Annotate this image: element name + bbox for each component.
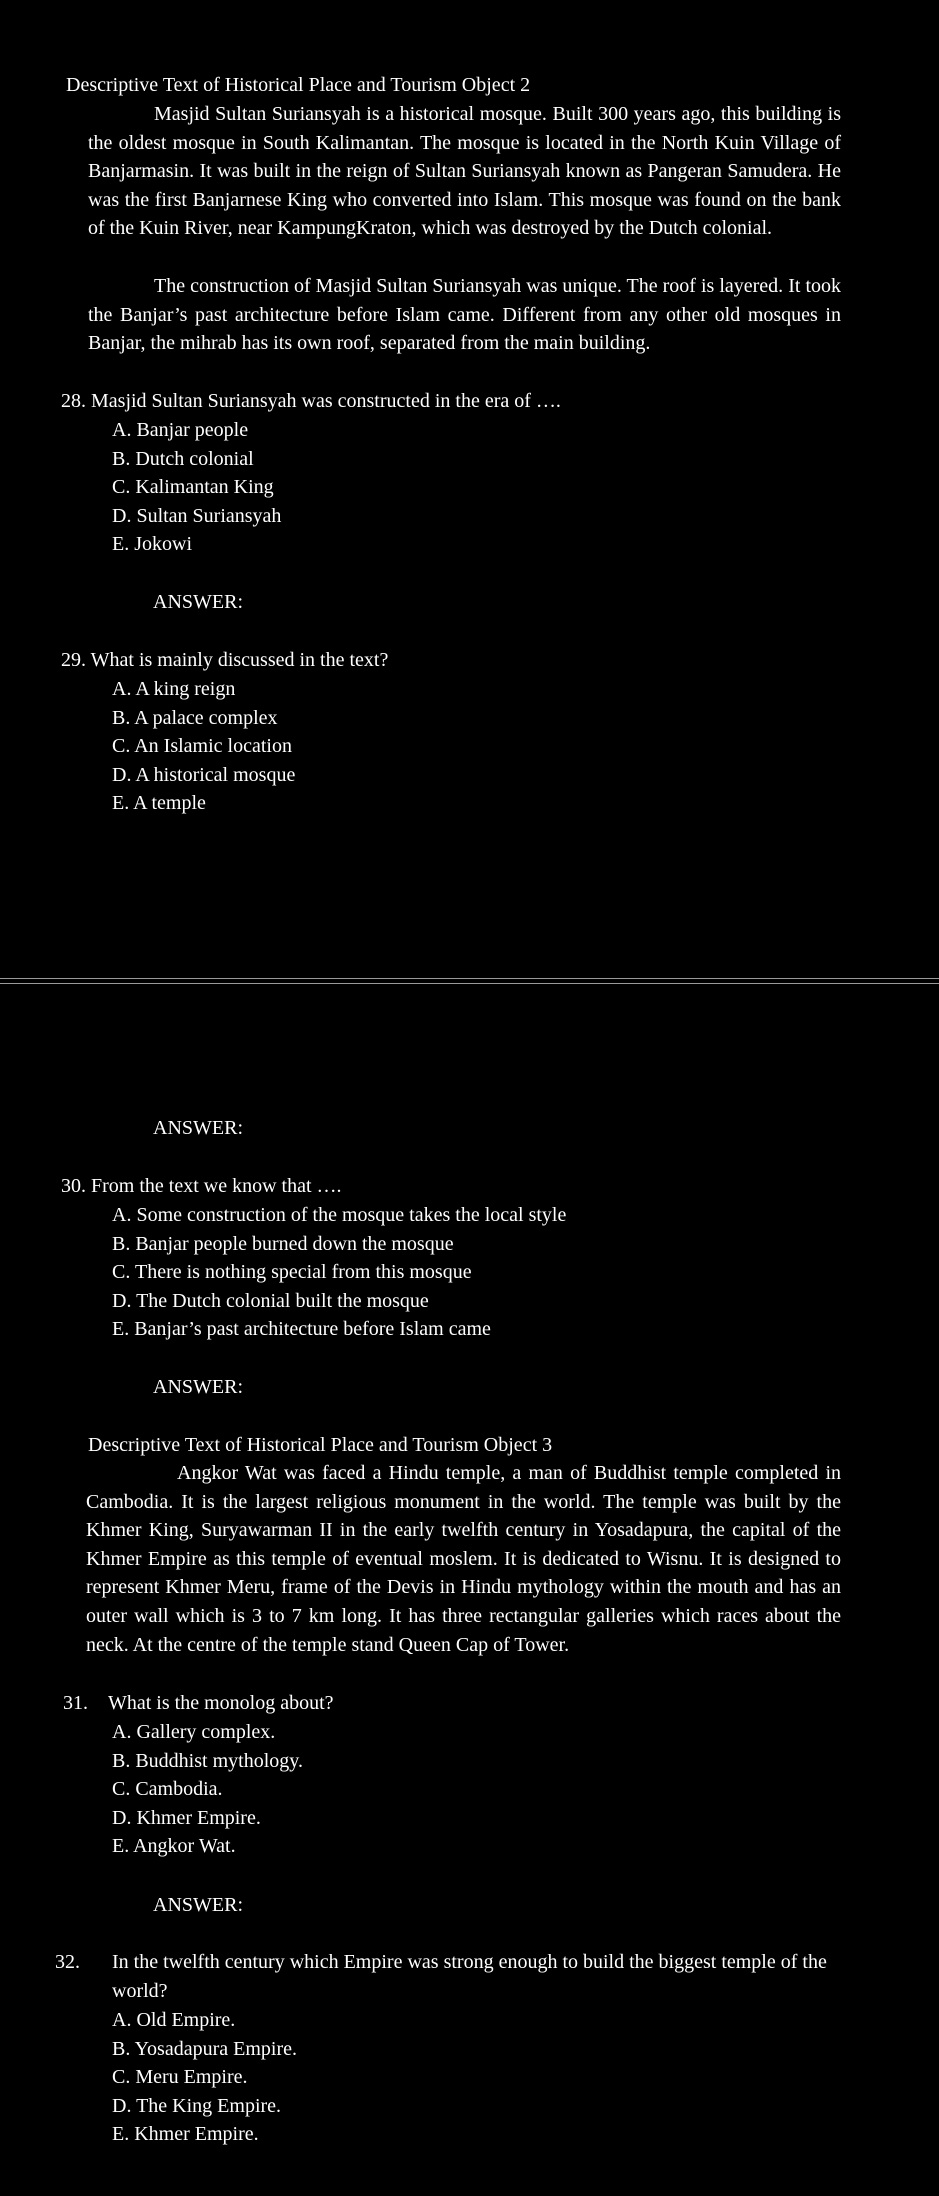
text2-heading: Descriptive Text of Historical Place and Tourism Object 2 xyxy=(66,74,531,96)
question-30 xyxy=(61,1172,342,1201)
option-c[interactable]: C. There is nothing special from this mosque xyxy=(112,1261,472,1284)
option-a[interactable]: A. A king reign xyxy=(112,678,236,700)
option-e[interactable]: E. Khmer Empire. xyxy=(112,2123,259,2146)
option-a[interactable]: A. Old Empire. xyxy=(112,2009,236,2031)
document-page-2 xyxy=(0,984,939,2196)
option-a[interactable]: A. Banjar people xyxy=(112,419,249,441)
question-32-options xyxy=(112,2006,297,2149)
option-d[interactable]: D. Sultan Suriansyah xyxy=(112,504,282,527)
question-28-number: 28. xyxy=(61,390,86,412)
option-c[interactable]: C. Kalimantan King xyxy=(112,476,274,499)
option-d[interactable]: D. A historical mosque xyxy=(112,763,296,786)
question-31-answer-label: ANSWER: xyxy=(153,1894,243,1916)
option-d[interactable]: D. Khmer Empire. xyxy=(112,1806,261,1829)
question-32-number: 32. xyxy=(55,1951,80,1973)
question-32-text: In the twelfth century which Empire was strong enough to build the biggest temple of the world? xyxy=(112,1951,827,2002)
option-e[interactable]: E. Banjar’s past architecture before Islam came xyxy=(112,1318,491,1341)
question-28-answer-label: ANSWER: xyxy=(153,591,243,613)
option-c[interactable]: C. An Islamic location xyxy=(112,735,292,758)
question-30-text: From the text we know that …. xyxy=(91,1175,342,1197)
option-c[interactable]: C. Cambodia. xyxy=(112,1778,223,1801)
question-31-text: What is the monolog about? xyxy=(108,1692,334,1714)
question-31-number: 31. xyxy=(63,1692,88,1714)
option-b[interactable]: B. Banjar people burned down the mosque xyxy=(112,1232,454,1255)
text2-paragraph-2: The construction of Masjid Sultan Suriansyah was unique. The roof is layered. It took the Banjar’s past architecture before Islam came. Different from any other old mosques in Banjar, the mihrab has its own roof, separated from the main building. xyxy=(88,275,841,355)
question-28 xyxy=(61,387,561,416)
option-b[interactable]: B. A palace complex xyxy=(112,706,278,729)
question-32 xyxy=(55,1948,845,2005)
question-29 xyxy=(61,646,388,675)
option-e[interactable]: E. Jokowi xyxy=(112,533,192,556)
question-31-options xyxy=(112,1718,303,1861)
text3-heading: Descriptive Text of Historical Place and Tourism Object 3 xyxy=(88,1434,553,1456)
option-e[interactable]: E. A temple xyxy=(112,792,206,815)
question-29-text: What is mainly discussed in the text? xyxy=(90,649,389,671)
option-d[interactable]: D. The Dutch colonial built the mosque xyxy=(112,1289,429,1312)
question-31 xyxy=(63,1689,334,1718)
option-b[interactable]: B. Dutch colonial xyxy=(112,447,254,470)
option-b[interactable]: B. Buddhist mythology. xyxy=(112,1749,303,1772)
question-29-answer-label: ANSWER: xyxy=(153,1117,243,1139)
question-30-options xyxy=(112,1201,566,1344)
option-d[interactable]: D. The King Empire. xyxy=(112,2094,282,2117)
question-28-text: Masjid Sultan Suriansyah was constructed in the era of …. xyxy=(91,390,561,412)
text3-paragraph-1: Angkor Wat was faced a Hindu temple, a man of Buddhist temple completed in Cambodia. It is the largest religious monument in the world. The temple was built by the Khmer King, Suryawarman II in the early twelfth century in Yosadapura, the capital of the Khmer Empire as this temple of eventual moslem. It is dedicated to Wisnu. It is designed to represent Khmer Meru, frame of the Devis in Hindu mythology within the mouth and has an outer wall which is 3 to 7 km long. It has three rectangular galleries which races about the neck. At the centre of the temple stand Queen Cap of Tower. xyxy=(86,1462,841,1656)
text2-paragraph-1: Masjid Sultan Suriansyah is a historical mosque. Built 300 years ago, this building is the oldest mosque in South Kalimantan. The mosque is located in the North Kuin Village of Banjarmasin. It was built in the reign of Sultan Suriansyah known as Pangeran Samudera. He was the first Banjarnese King who converted into Islam. This mosque was found on the bank of the Kuin River, near KampungKraton, which was destroyed by the Dutch colonial. xyxy=(88,103,841,240)
option-c[interactable]: C. Meru Empire. xyxy=(112,2066,248,2089)
question-28-options xyxy=(112,416,281,559)
document-page-1 xyxy=(0,0,939,978)
option-a[interactable]: A. Gallery complex. xyxy=(112,1721,276,1743)
option-b[interactable]: B. Yosadapura Empire. xyxy=(112,2037,297,2060)
option-a[interactable]: A. Some construction of the mosque takes the local style xyxy=(112,1204,567,1226)
option-e[interactable]: E. Angkor Wat. xyxy=(112,1835,236,1858)
question-30-number: 30. xyxy=(61,1175,86,1197)
question-29-number: 29. xyxy=(61,649,86,671)
question-29-options xyxy=(112,675,295,818)
question-30-answer-label: ANSWER: xyxy=(153,1376,243,1398)
